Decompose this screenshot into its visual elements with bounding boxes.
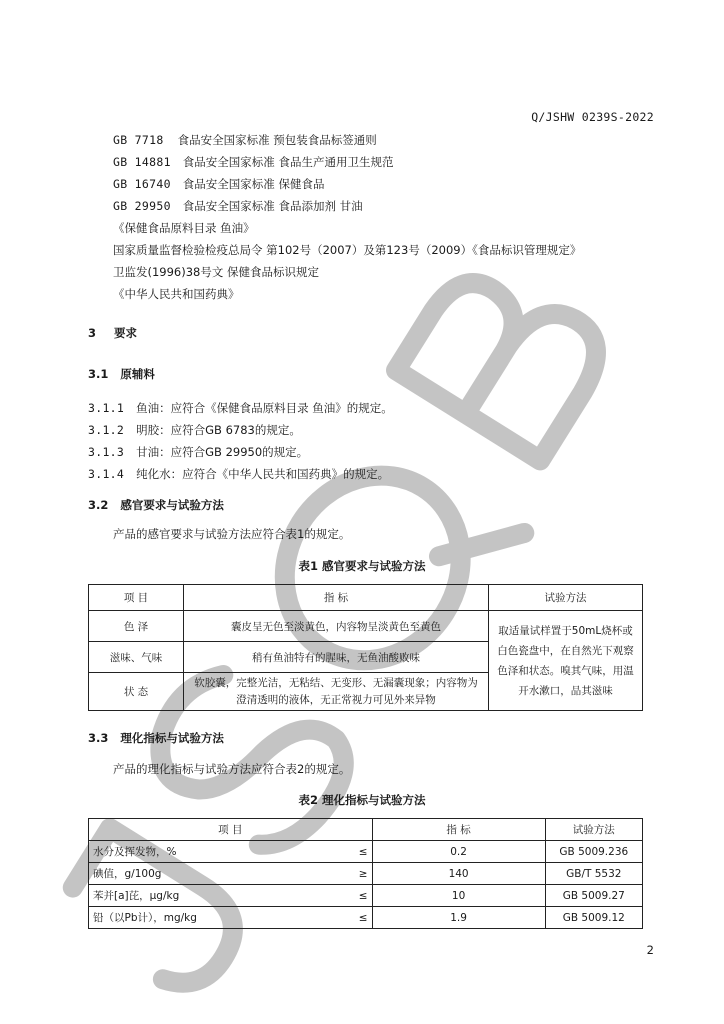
section-heading	[88, 325, 137, 341]
reference-code: GB 16740	[113, 177, 171, 191]
method-line: 开水漱口，品其滋味	[518, 684, 613, 697]
section-title: 感官要求与试验方法	[120, 498, 224, 512]
sensory-table	[88, 584, 643, 711]
table-cell: 碘值，g/100g	[89, 863, 350, 885]
table-cell: 状 态	[89, 673, 184, 711]
table-header: 指 标	[184, 585, 489, 611]
table-cell: 滋味、气味	[89, 642, 184, 673]
table-row	[89, 863, 643, 885]
table-caption: 表2 理化指标与试验方法	[298, 793, 426, 807]
section-number: 3.1	[88, 367, 109, 381]
table-header: 项 目	[89, 819, 373, 841]
section-title: 要求	[114, 326, 138, 340]
physicochemical-table	[88, 818, 643, 929]
test-method-cell	[489, 611, 643, 711]
reference-title: 食品安全国家标准 预包装食品标签通则	[177, 133, 377, 147]
reference-item: 卫监发(1996)38号文 保健食品标识规定	[113, 265, 320, 279]
table-header: 试验方法	[489, 585, 643, 611]
reference-title: 食品安全国家标准 食品添加剂 甘油	[182, 199, 363, 213]
table-cell: 苯并[a]芘，μg/kg	[89, 885, 350, 907]
table-cell: GB 5009.236	[545, 841, 642, 863]
reference-item	[113, 132, 377, 148]
reference-code: GB 7718	[113, 133, 164, 147]
clause-item	[88, 466, 389, 482]
reference-item	[113, 176, 324, 192]
table-cell: 1.9	[372, 907, 545, 929]
clause-number: 3.1.3	[88, 445, 125, 459]
table-cell: 稍有鱼油特有的腥味，无鱼油酸败味	[184, 642, 489, 673]
reference-item	[113, 154, 393, 170]
method-line: 取适量试样置于50mL烧杯或	[498, 624, 633, 637]
table-cell: 色 泽	[89, 611, 184, 642]
comparison-operator: ≤	[350, 907, 373, 929]
comparison-operator: ≤	[350, 885, 373, 907]
page-number: 2	[646, 943, 654, 957]
method-line: 白色瓷盘中，在自然光下观察	[497, 644, 634, 657]
clause-text: 纯化水：应符合《中华人民共和国药典》的规定。	[136, 467, 390, 481]
table-cell	[184, 673, 489, 711]
reference-item: 国家质量监督检验检疫总局令 第102号（2007）及第123号（2009）《食品标识管理规定》	[113, 243, 582, 257]
section-number: 3.2	[88, 498, 109, 512]
section-title: 原辅料	[120, 367, 155, 381]
table-header: 项 目	[89, 585, 184, 611]
reference-title: 食品安全国家标准 食品生产通用卫生规范	[182, 155, 394, 169]
section-heading	[88, 730, 224, 746]
reference-item: 《保健食品原料目录 鱼油》	[113, 221, 255, 235]
comparison-operator: ≤	[350, 841, 373, 863]
section-title: 理化指标与试验方法	[120, 731, 224, 745]
table-row	[89, 907, 643, 929]
table-header: 指 标	[372, 819, 545, 841]
reference-code: GB 14881	[113, 155, 171, 169]
reference-title: 食品安全国家标准 保健食品	[182, 177, 325, 191]
cell-line: 软胶囊，完整光洁，无粘结、无变形、无漏囊现象；内容物为	[194, 676, 478, 689]
comparison-operator: ≥	[350, 863, 373, 885]
table-cell: 0.2	[372, 841, 545, 863]
table-row	[89, 841, 643, 863]
clause-number: 3.1.4	[88, 467, 125, 481]
section-heading	[88, 497, 224, 513]
section-number: 3.3	[88, 731, 109, 745]
clause-text: 鱼油：应符合《保健食品原料目录 鱼油》的规定。	[136, 401, 393, 415]
document-code: Q/JSHW 0239S-2022	[531, 110, 654, 124]
clause-text: 甘油：应符合GB 29950的规定。	[136, 445, 309, 459]
table-cell: GB 5009.27	[545, 885, 642, 907]
table-row	[89, 885, 643, 907]
cell-line: 澄清透明的液体，无正常视力可见外来异物	[236, 693, 436, 706]
table-caption: 表1 感官要求与试验方法	[298, 559, 426, 573]
paragraph: 产品的感官要求与试验方法应符合表1的规定。	[113, 527, 351, 541]
table-cell: 铅（以Pb计），mg/kg	[89, 907, 350, 929]
reference-item	[113, 198, 363, 214]
table-cell: 水分及挥发物，%	[89, 841, 350, 863]
table-cell: GB/T 5532	[545, 863, 642, 885]
table-header: 试验方法	[545, 819, 642, 841]
clause-item	[88, 444, 308, 460]
method-line: 色泽和状态。嗅其气味，用温	[497, 664, 634, 677]
reference-code: GB 29950	[113, 199, 171, 213]
clause-text: 明胶：应符合GB 6783的规定。	[136, 423, 301, 437]
section-number: 3	[88, 326, 97, 340]
section-heading	[88, 366, 155, 382]
clause-item	[88, 400, 393, 416]
table-cell: 10	[372, 885, 545, 907]
table-cell: GB 5009.12	[545, 907, 642, 929]
table-cell: 140	[372, 863, 545, 885]
reference-item: 《中华人民共和国药典》	[113, 287, 240, 301]
clause-item	[88, 422, 301, 438]
clause-number: 3.1.2	[88, 423, 125, 437]
table-row	[89, 611, 643, 642]
clause-number: 3.1.1	[88, 401, 125, 415]
paragraph: 产品的理化指标与试验方法应符合表2的规定。	[113, 762, 351, 776]
table-cell: 囊皮呈无色至淡黄色，内容物呈淡黄色至黄色	[184, 611, 489, 642]
